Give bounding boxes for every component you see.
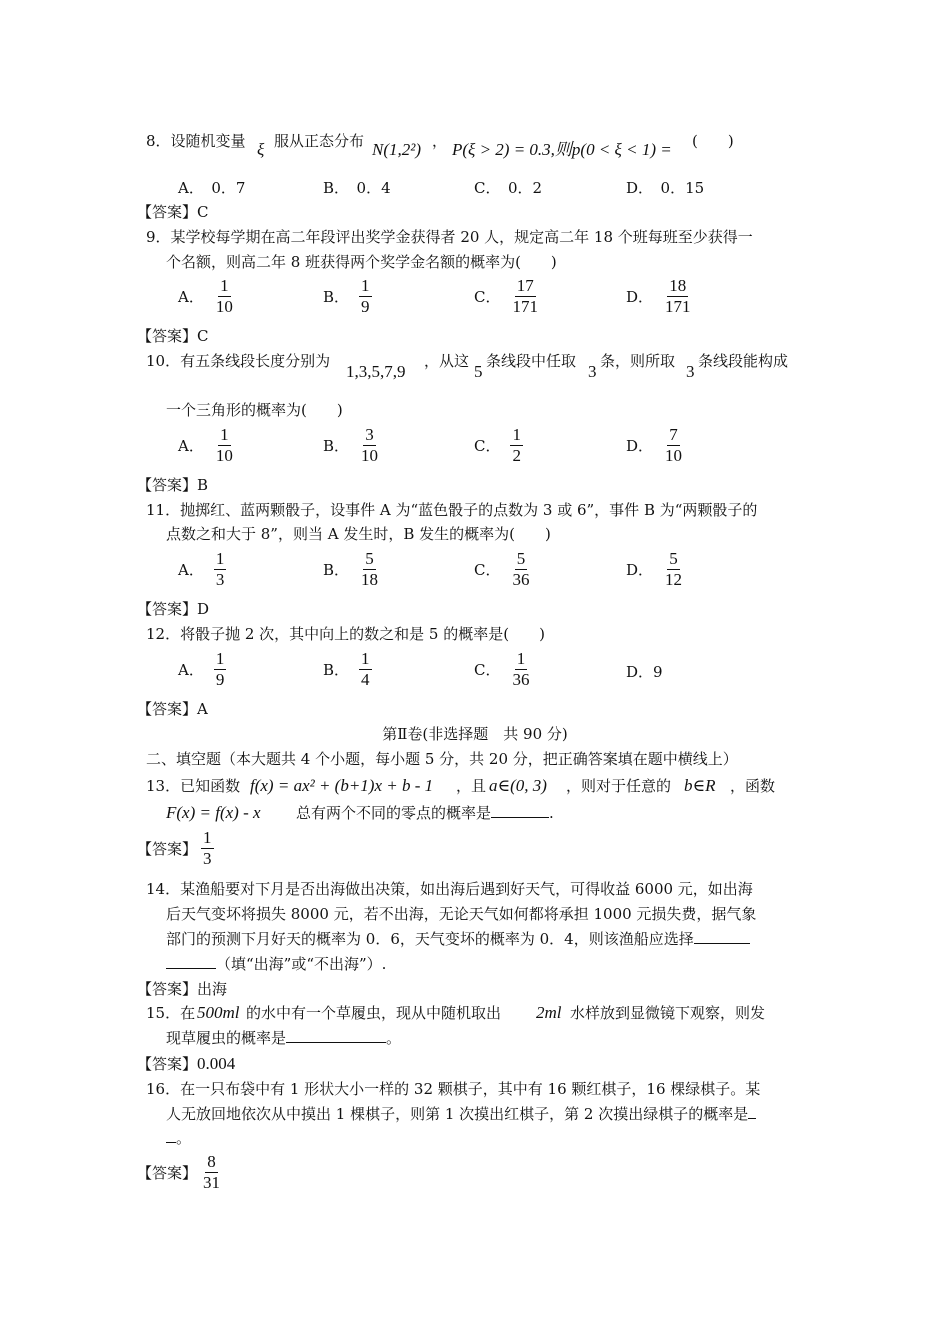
q13-stem-5: 总有两个不同的零点的概率是 . (296, 804, 554, 822)
q13-stem-1: 13．已知函数 (146, 777, 241, 795)
q14-answer: 【答案】出海 (137, 980, 228, 998)
q11-line2: 点数之和大于 8”，则当 A 发生时，B 发生的概率为( ) (166, 525, 551, 543)
q8-option-d: D． 0．15 (626, 179, 705, 197)
q11-option-d: D． $\frac{5}{12}$ (626, 549, 683, 589)
q16-line3: 。 (166, 1128, 191, 1148)
q8-comma: ， (432, 132, 448, 150)
q11-answer: 【答案】D (137, 600, 210, 618)
q8-option-b: B． 0．4 (323, 179, 391, 197)
q13-blank (491, 803, 549, 818)
q14-line2: 后天气变坏将损失 8000 元，若不出海，无论天气如何都将承担 1000 元损失费，据气象 (166, 905, 757, 923)
q8-stem-2: 服从正态分布 (274, 132, 365, 150)
q11-option-b: B． $\frac{5}{18}$ (323, 549, 379, 589)
q16-line2: 人无放回地依次从中摸出 1 棵棋子，则第 1 次摸出红棋子，第 2 次摸出绿棋子的概率是 (166, 1104, 756, 1124)
q10-stem-5: 条线段能构成 (698, 352, 789, 370)
q15-math-500: 500ml (197, 1003, 240, 1022)
q10-answer: 【答案】B (137, 476, 209, 494)
q10-stem-2: ，从这 (424, 352, 470, 370)
part2-heading: 二、填空题（本大题共 4 个小题，每小题 5 分，共 20 分，把正确答案填在题中横线上） (146, 750, 738, 768)
q12-answer: 【答案】A (137, 700, 208, 718)
q12-line1: 12．将骰子抛 2 次，其中向上的数之和是 5 的概率是( ) (146, 625, 545, 643)
q15-blank (286, 1028, 386, 1043)
q10-option-a: A． $\frac{1}{10}$ (178, 425, 233, 465)
q12-option-a: A． $\frac{1}{9}$ (178, 649, 225, 689)
q9-line2: 个名额，则高二年 8 班获得两个奖学金名额的概率为( ) (166, 253, 557, 271)
q9-line1: 9．某学校每学期在高二年段评出奖学金获得者 20 人，规定高二年 18 个班每班至少获得一 (146, 228, 753, 246)
q10-math-lengths: 1,3,5,7,9 (346, 362, 406, 381)
q9-option-a: A． $\frac{1}{10}$ (178, 276, 233, 316)
q13-math-a: a∈(0, 3) (489, 776, 547, 795)
q13-answer: 【答案】 $\frac{1}{3}$ (137, 828, 212, 868)
q13-math-F: F(x) = f(x) - x (166, 803, 261, 822)
q16-line1: 16．在一只布袋中有 1 形状大小一样的 32 颗棋子，其中有 16 颗红棋子，16 棵绿棋子。某 (146, 1080, 761, 1098)
q10-option-b: B． $\frac{3}{10}$ (323, 425, 379, 465)
q14-line1: 14．某渔船要对下月是否出海做出决策，如出海后遇到好天气，可得收益 6000 元，如出海 (146, 880, 753, 898)
q11-option-c: C． $\frac{5}{36}$ (474, 549, 530, 589)
q10-option-d: D． $\frac{7}{10}$ (626, 425, 683, 465)
q15-answer: 【答案】0.004 (137, 1054, 236, 1073)
section-title: 第Ⅱ卷(非选择题 共 90 分) (382, 725, 568, 743)
q10-stem-3: 条线段中任取 (486, 352, 577, 370)
q8-math-normal: N(1,2²) (372, 140, 422, 159)
q15-math-2: 2ml (536, 1003, 562, 1022)
q8-math-prob: P(ξ > 2) = 0.3,则p(0 < ξ < 1) = (452, 140, 672, 159)
q13-stem-4: ，函数 (730, 777, 776, 795)
q8-option-c: C． 0．2 (474, 179, 543, 197)
q9-answer: 【答案】C (137, 327, 209, 345)
q12-option-b: B． $\frac{1}{4}$ (323, 649, 370, 689)
q13-math-b: b∈R (684, 776, 716, 795)
q10-option-c: C． $\frac{1}{2}$ (474, 425, 521, 465)
q15-stem-1: 15．在 (146, 1004, 196, 1022)
q14-blank-2 (166, 954, 216, 969)
q14-blank-1 (694, 929, 750, 944)
q15-stem-2: 的水中有一个草履虫，现从中随机取出 (246, 1004, 502, 1022)
q9-option-c: C． $\frac{17}{171}$ (474, 276, 538, 316)
q16-answer: 【答案】 $\frac{8}{31}$ (137, 1152, 221, 1192)
q10-math-5: 5 (474, 362, 483, 381)
q15-stem-3: 水样放到显微镜下观察，则发 (570, 1004, 766, 1022)
q8-paren: ( ) (692, 132, 734, 150)
q16-blank-1 (748, 1104, 756, 1119)
q8-xi: ξ (257, 140, 265, 159)
q12-option-c: C． $\frac{1}{36}$ (474, 649, 530, 689)
q14-line4: （填“出海”或“不出海”）. (166, 954, 386, 974)
q10-stem-1: 10．有五条线段长度分别为 (146, 352, 331, 370)
q8-stem: 8．设随机变量 (146, 132, 246, 150)
q13-stem-3: ，则对于任意的 (566, 777, 672, 795)
q15-line2: 现草履虫的概率是 。 (166, 1029, 402, 1047)
q9-option-b: B． $\frac{1}{9}$ (323, 276, 370, 316)
q14-line3: 部门的预测下月好天的概率为 0．6，天气变坏的概率为 0．4，则该渔船应选择 (166, 929, 750, 949)
q10-stem-4: 条，则所取 (600, 352, 676, 370)
q10-math-3b: 3 (686, 362, 695, 381)
q11-line1: 11．抛掷红、蓝两颗骰子，设事件 A 为“蓝色骰子的点数为 3 或 6”，事件 B 为“两颗骰子的 (146, 501, 758, 519)
q8-option-a: A． 0．7 (178, 179, 246, 197)
q12-option-d: D．9 (626, 663, 663, 681)
q11-option-a: A． $\frac{1}{3}$ (178, 549, 225, 589)
q13-math-f: f(x) = ax² + (b+1)x + b - 1 (250, 776, 434, 795)
q9-option-d: D． $\frac{18}{171}$ (626, 276, 691, 316)
q10-math-3a: 3 (588, 362, 597, 381)
q13-stem-2: ，且 (456, 777, 487, 795)
q10-line2: 一个三角形的概率为( ) (166, 401, 343, 419)
q16-blank-2 (166, 1128, 176, 1143)
q8-answer: 【答案】C (137, 203, 209, 221)
